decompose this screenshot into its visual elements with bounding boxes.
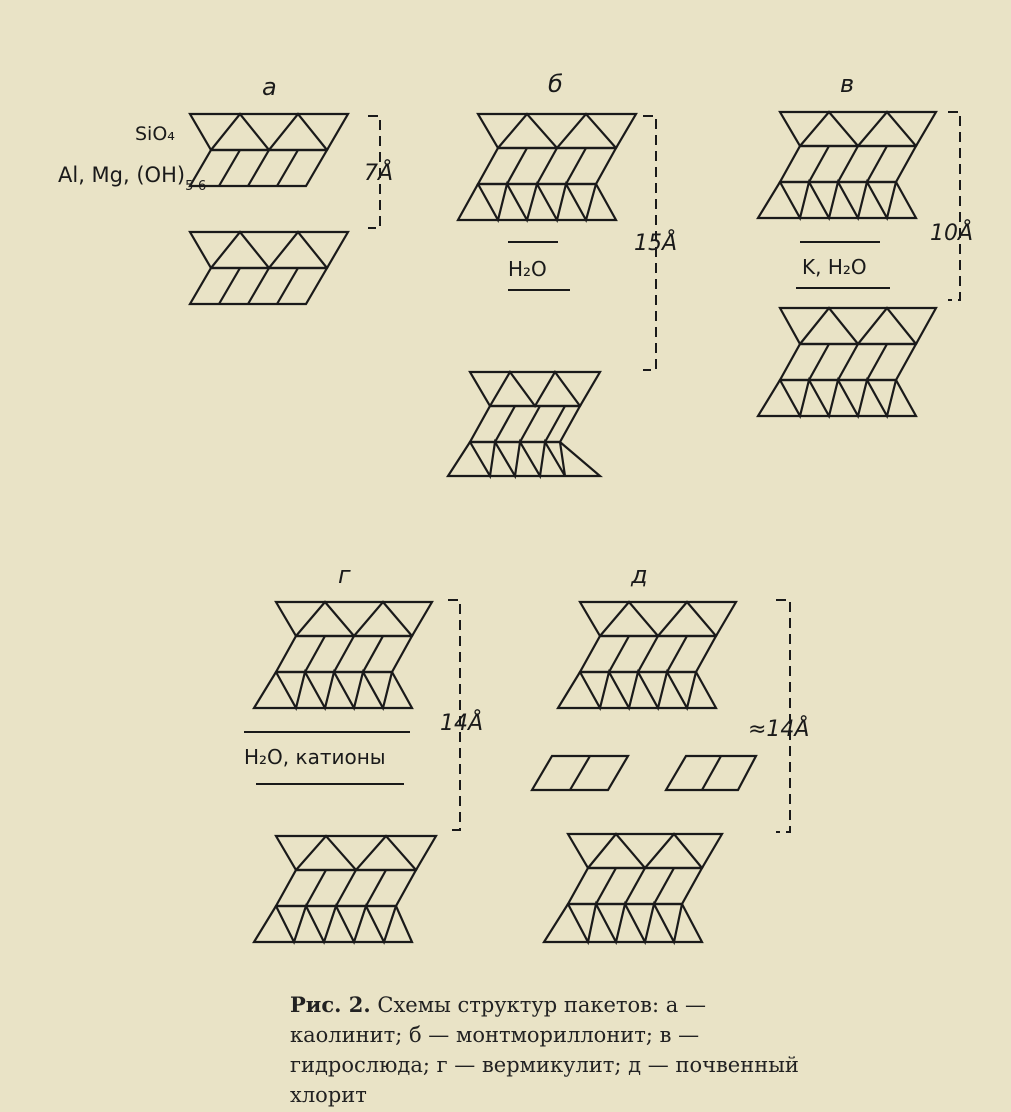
octahedra-divider [809,146,829,182]
interlayer-label: K, H₂O [802,255,867,279]
octahedra-divider [596,868,616,904]
octahedra-divider [838,344,858,380]
octahedra-divider [363,636,383,672]
tetrahedra [478,184,596,220]
octahedra-divider [625,868,645,904]
tot-layer-top [254,602,432,708]
octahedra-divider [809,344,829,380]
tetrahedra [800,112,916,146]
tetrahedra [490,372,580,406]
tetrahedral-sheet [190,232,348,268]
hydroxy-island-divider [570,756,590,790]
panel-a [58,114,393,304]
panel-label-v: в [840,70,855,98]
caption-text: Схемы структур пакетов: а — каолинит; б — монтмориллонит; в — гидрослюда; г — вермикулит; д — почвенный хлорит [290,993,799,1107]
spacing-label: 10Å [930,221,974,246]
tetrahedra [780,380,896,416]
tetrahedra [568,904,682,942]
tetrahedra [588,834,702,868]
octahedra-divider [305,636,325,672]
tetrahedra [276,906,396,942]
octahedra-divider [336,870,356,906]
octahedra-divider [520,406,540,442]
octahedra-divider [867,344,887,380]
octahedra-divider [306,870,326,906]
kaolinite-layer-top [190,114,348,186]
panel-label-d: д [631,561,648,589]
octahedra-divider [867,146,887,182]
sio4-label: SiO₄ [135,123,175,145]
tetrahedral-sheet [190,114,348,150]
tot-layer-bottom [254,836,436,942]
panel-g [244,600,483,942]
tetrahedra [498,114,616,148]
octahedra-divider [334,636,354,672]
tot-layer-bottom [448,372,600,476]
octahedra-divider [366,870,386,906]
spacing-bracket [948,112,960,300]
tetrahedra [470,442,565,476]
tetrahedral-sheet [470,372,600,406]
octahedral-label [58,163,206,194]
interlayer-label-text: H₂O, катионы [244,745,386,769]
figure-caption [290,990,810,1110]
tetrahedra [296,602,412,636]
kaolinite-layer-bottom [190,232,348,304]
panel-label-a: а [262,73,277,101]
panel-label-g: г [338,561,351,589]
tot-layer-top [458,114,636,220]
octahedra-divider [219,150,240,186]
octahedra-divider [638,636,658,672]
tetrahedra [296,836,416,870]
octahedra-divider [667,636,687,672]
interlayer-label [244,745,386,769]
tetrahedra [780,182,896,218]
octahedra-divider [609,636,629,672]
tetrahedra [211,232,327,268]
tetrahedra [211,114,327,150]
octahedra-divider [248,268,269,304]
tot-layer-top [758,112,936,218]
tetrahedra [600,602,716,636]
octahedra-divider [654,868,674,904]
spacing-label: 15Å [634,231,678,256]
octahedra-divider [537,148,557,184]
octahedra-divider [507,148,527,184]
tot-layer-bottom [544,834,722,942]
tetrahedra [580,672,696,708]
spacing-label: 14Å [440,711,484,736]
octahedra-divider [219,268,240,304]
panel-d [532,600,809,942]
spacing-label: 7Å [364,161,394,186]
octahedral-sheet [470,406,580,442]
octahedral-label-sub: 5-6 [185,179,207,194]
octahedra-divider [495,406,515,442]
tetrahedra [800,308,916,344]
interlayer-label: H₂O [508,257,547,281]
hydroxy-island-divider [702,756,721,790]
octahedra-divider [566,148,586,184]
octahedra-divider [838,146,858,182]
spacing-label: ≈14Å [748,717,810,742]
panel-b [448,114,677,476]
hydroxy-interlayer-islands [532,756,756,790]
octahedra-divider [277,268,298,304]
panel-v [758,112,973,416]
caption-lead: Рис. 2. [290,992,371,1017]
octahedra-divider [277,150,298,186]
tot-layer-bottom [758,308,936,416]
tetrahedra [276,672,392,708]
spacing-bracket [776,600,790,832]
panel-label-b: б [548,70,563,98]
tot-layer-top [558,602,736,708]
octahedral-label-main: Al, Mg, (OH) [58,163,186,187]
octahedra-divider [248,150,269,186]
